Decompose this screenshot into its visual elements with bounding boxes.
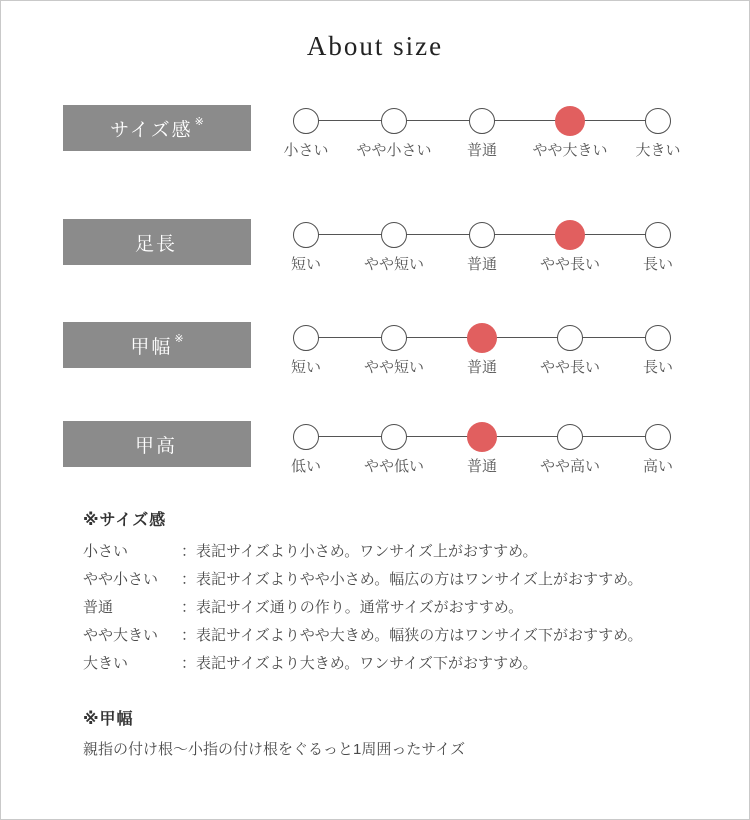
- scale-dot: [293, 222, 319, 248]
- scale-dot: [381, 108, 407, 134]
- scale-option-label: 普通: [466, 458, 497, 475]
- scale-point-group: [598, 221, 718, 274]
- footnote-desc: ：表記サイズより大きめ。ワンサイズ下がおすすめ。: [181, 655, 538, 672]
- scale-dot-selected: [555, 106, 585, 136]
- scale-dot: [645, 325, 671, 351]
- scale-dot-selected: [467, 422, 497, 452]
- size-row-ashinaga: [1, 219, 749, 291]
- scale-option-label: 長い: [642, 359, 673, 376]
- footnotes-section: [83, 507, 703, 759]
- rating-scale: [283, 107, 681, 169]
- scale-option-label: やや長い: [539, 256, 600, 273]
- row-label-text: サイズ感: [110, 119, 193, 141]
- footnote-term: 大きい: [83, 655, 129, 672]
- footnote-term: 小さい: [83, 543, 129, 560]
- footnote-heading-kouhaba: ※甲幅: [83, 711, 134, 728]
- scale-point-group: [598, 423, 718, 476]
- size-row-koudaka: [1, 421, 749, 493]
- scale-dot: [469, 108, 495, 134]
- note-mark: ※: [174, 332, 184, 345]
- footnote-row: [83, 622, 703, 650]
- scale-dot: [381, 222, 407, 248]
- footnote-row: [83, 566, 703, 594]
- scale-option-label: やや小さい: [356, 142, 432, 159]
- footnote-desc: ：表記サイズよりやや大きめ。幅狭の方はワンサイズ下がおすすめ。: [181, 627, 643, 644]
- page-title: About size: [306, 31, 444, 61]
- scale-dot: [293, 108, 319, 134]
- scale-dot: [645, 222, 671, 248]
- scale-option-label: やや大きい: [532, 142, 608, 159]
- row-label-kouhaba: [63, 322, 251, 368]
- scale-option-label: 普通: [466, 256, 497, 273]
- scale-dot: [293, 325, 319, 351]
- footnote-desc: ：表記サイズ通りの作り。通常サイズがおすすめ。: [181, 599, 524, 616]
- rating-scale: [290, 324, 673, 386]
- footnote-row: [83, 650, 703, 678]
- scale-dot-selected: [467, 323, 497, 353]
- scale-option-label: 普通: [466, 359, 497, 376]
- scale-option-label: やや長い: [539, 359, 600, 376]
- footnote-definition-list: [83, 538, 703, 678]
- rating-scale: [290, 423, 673, 485]
- row-label-text: 甲幅: [130, 336, 173, 358]
- scale-point-group: [598, 107, 718, 160]
- scale-option-label: 低い: [290, 458, 321, 475]
- footnote-desc: ：表記サイズより小さめ。ワンサイズ上がおすすめ。: [181, 543, 538, 560]
- scale-dot: [381, 424, 407, 450]
- size-row-kouhaba: [1, 322, 749, 394]
- scale-option-label: やや高い: [539, 458, 600, 475]
- row-label-text: 甲高: [134, 435, 177, 457]
- scale-dot: [469, 222, 495, 248]
- footnote-term: やや大きい: [83, 627, 159, 644]
- scale-option-label: 短い: [290, 256, 321, 273]
- scale-option-label: 大きい: [635, 142, 681, 159]
- scale-dot: [557, 325, 583, 351]
- size-row-sizekan: [1, 105, 749, 177]
- footnote-desc: ：表記サイズよりやや小さめ。幅広の方はワンサイズ上がおすすめ。: [181, 571, 643, 588]
- scale-dot-selected: [555, 220, 585, 250]
- row-label-sizekan: [63, 105, 251, 151]
- scale-option-label: 高い: [642, 458, 673, 475]
- row-label-text: 足長: [134, 233, 177, 255]
- footnote-row: [83, 594, 703, 622]
- scale-option-label: 長い: [642, 256, 673, 273]
- row-label-koudaka: [63, 421, 251, 467]
- scale-point-group: [598, 324, 718, 377]
- scale-option-label: やや低い: [363, 458, 424, 475]
- scale-option-label: やや短い: [363, 359, 424, 376]
- footnote-term: 普通: [83, 599, 114, 616]
- note-mark: ※: [194, 115, 204, 128]
- scale-option-label: 普通: [466, 142, 497, 159]
- row-label-ashinaga: [63, 219, 251, 265]
- scale-dot: [293, 424, 319, 450]
- scale-dot: [381, 325, 407, 351]
- scale-option-label: 小さい: [283, 142, 329, 159]
- scale-dot: [645, 424, 671, 450]
- scale-dot: [645, 108, 671, 134]
- scale-option-label: やや短い: [363, 256, 424, 273]
- footnote-row: [83, 538, 703, 566]
- scale-dot: [557, 424, 583, 450]
- footnote-heading-sizekan: ※サイズ感: [83, 512, 167, 529]
- rating-scale: [290, 221, 673, 283]
- scale-option-label: 短い: [290, 359, 321, 376]
- footnote-body: 親指の付け根〜小指の付け根をぐるっと1周囲ったサイズ: [83, 741, 466, 758]
- footnote-term: やや小さい: [83, 571, 159, 588]
